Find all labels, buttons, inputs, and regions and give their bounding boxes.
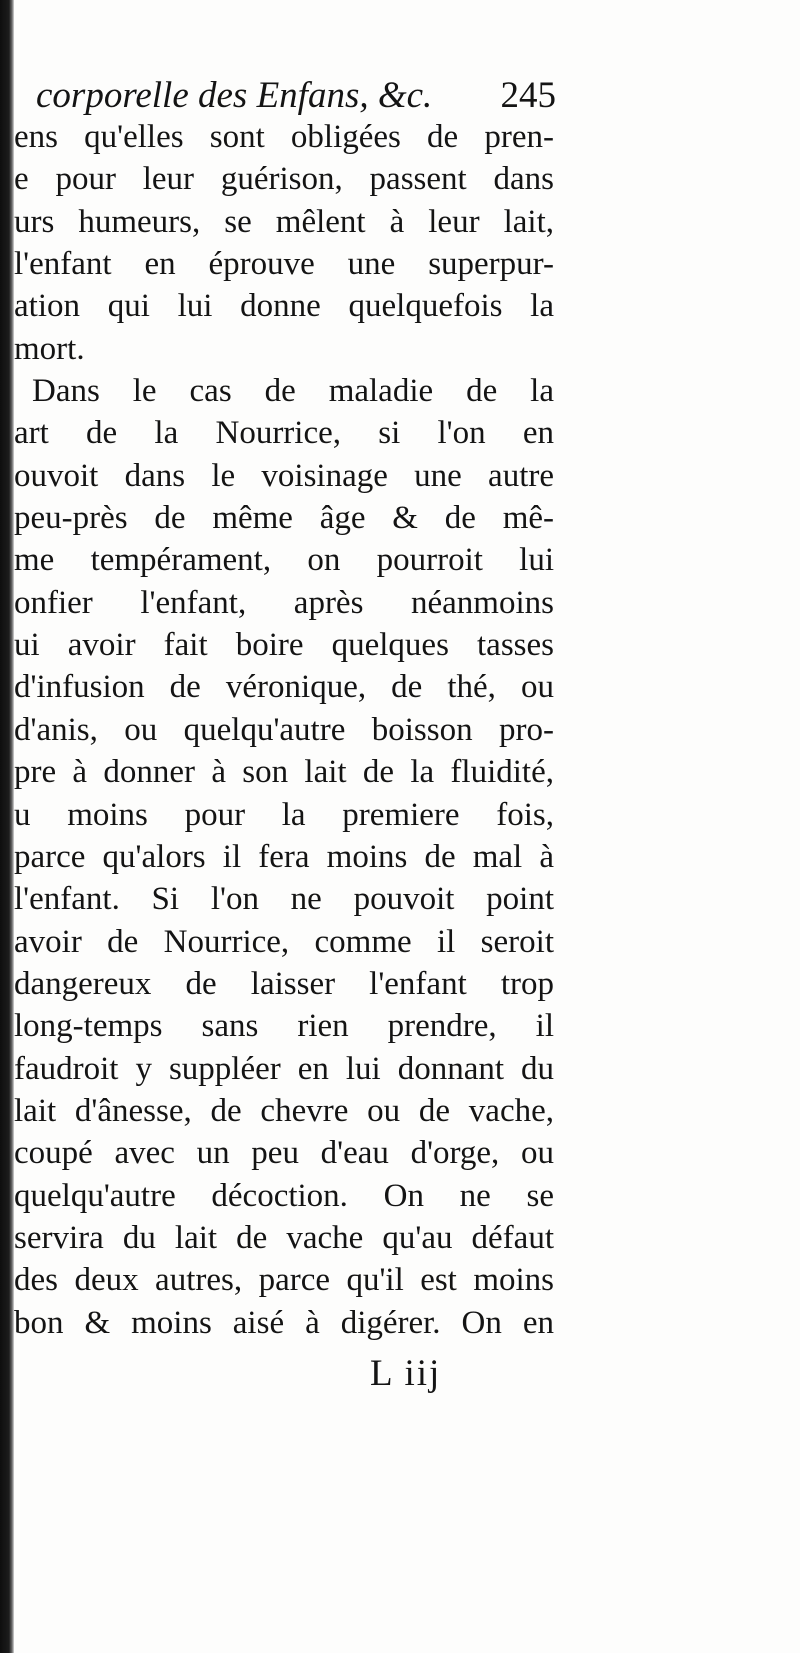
running-title: corporelle des Enfans, &c. — [36, 75, 433, 116]
text-line: avoir de Nourrice, comme il seroit — [14, 923, 554, 960]
text-line: coupé avec un peu d'eau d'orge, ou — [14, 1135, 554, 1172]
text-line: art de la Nourrice, si l'on en — [14, 415, 554, 452]
text-line: ouvoit dans le voisinage une autre — [14, 457, 554, 494]
text-line: ation qui lui donne quelquefois la — [14, 288, 554, 325]
text-line: l'enfant. Si l'on ne pouvoit point — [14, 881, 554, 918]
text-line: dangereux de laisser l'enfant trop — [14, 965, 554, 1002]
text-line: u moins pour la premiere fois, — [14, 796, 554, 833]
text-line: pre à donner à son lait de la fluidité, — [14, 754, 554, 791]
binding-edge — [0, 0, 14, 1653]
text-line: ui avoir fait boire quelques tasses — [14, 627, 554, 664]
text-line: d'infusion de véronique, de thé, ou — [14, 669, 554, 706]
text-line: urs humeurs, se mêlent à leur lait, — [14, 203, 554, 240]
text-line: peu-près de même âge & de mê- — [14, 500, 554, 537]
text-line: l'enfant en éprouve une superpur- — [14, 246, 554, 283]
text-line: long-temps sans rien prendre, il — [14, 1008, 554, 1045]
text-line: onfier l'enfant, après néanmoins — [14, 584, 554, 621]
signature-mark: L iij — [370, 1353, 442, 1394]
text-line: d'anis, ou quelqu'autre boisson pro- — [14, 711, 554, 748]
text-line: des deux autres, parce qu'il est moins — [14, 1262, 554, 1299]
text-line: quelqu'autre décoction. On ne se — [14, 1177, 554, 1214]
body-text — [14, 116, 554, 1344]
text-line: servira du lait de vache qu'au défaut — [14, 1219, 554, 1256]
text-line: faudroit y suppléer en lui donnant du — [14, 1050, 554, 1087]
text-line: lait d'ânesse, de chevre ou de vache, — [14, 1092, 554, 1129]
text-line: e pour leur guérison, passent dans — [14, 161, 554, 198]
paragraph-start-line: Dans le cas de maladie de la — [32, 373, 554, 410]
text-line: me tempérament, on pourroit lui — [14, 542, 554, 579]
page-number: 245 — [500, 75, 556, 116]
text-line: ens qu'elles sont obligées de pren- — [14, 119, 554, 155]
running-head — [36, 72, 556, 120]
text-line: mort. — [14, 330, 85, 367]
text-line: parce qu'alors il fera moins de mal à — [14, 838, 554, 875]
text-line: bon & moins aisé à digérer. On en — [14, 1304, 554, 1341]
